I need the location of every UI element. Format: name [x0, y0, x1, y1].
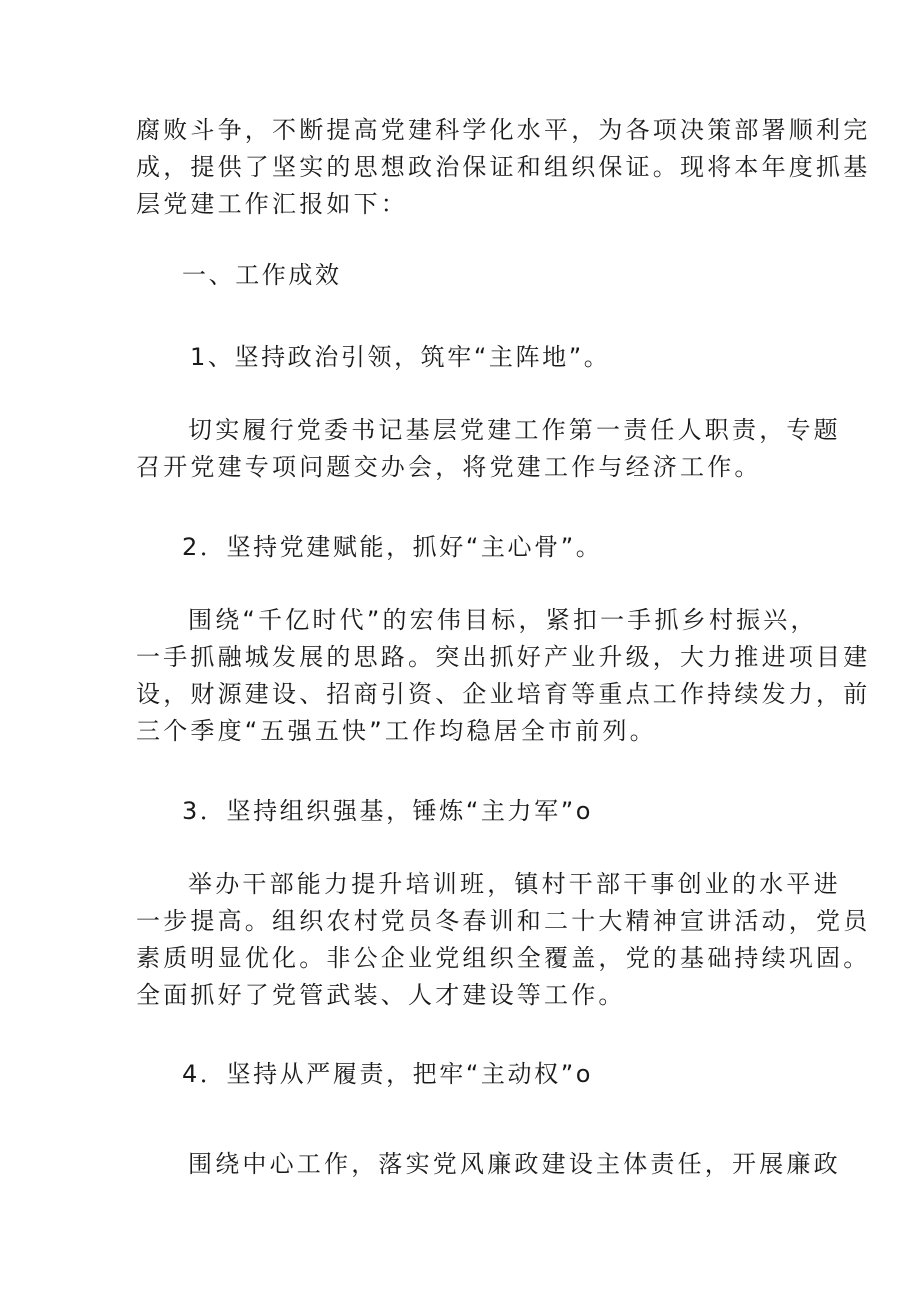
item-body-line: 一手抓融城发展的思路。突出抓好产业升级，大力推进项目建	[136, 643, 871, 671]
intro-line: 成，提供了坚实的思想政治保证和组织保证。现将本年度抓基	[136, 153, 871, 181]
item-body-line: 召开党建专项问题交办会，将党建工作与经济工作。	[136, 453, 762, 481]
intro-line: 腐败斗争，不断提高党建科学化水平，为各项决策部署顺利完	[136, 116, 871, 144]
item-heading: 1、坚持政治引领，筑牢“主阵地”。	[190, 343, 611, 371]
intro-line: 层党建工作汇报如下：	[136, 190, 408, 218]
item-body-line: 切实履行党委书记基层党建工作第一责任人职责，专题	[188, 416, 841, 444]
item-body-line: 素质明显优化。非公企业党组织全覆盖，党的基础持续巩固。	[136, 944, 871, 972]
item-body-line: 围绕中心工作，落实党风廉政建设主体责任，开展廉政	[188, 1150, 841, 1178]
item-body-line: 一步提高。组织农村党员冬春训和二十大精神宣讲活动，党员	[136, 907, 871, 935]
section-heading: 一、工作成效	[182, 261, 342, 289]
item-body-line: 设，财源建设、招商引资、企业培育等重点工作持续发力，前	[136, 680, 871, 708]
item-body-line: 围绕“千亿时代”的宏伟目标，紧扣一手抓乡村振兴，	[188, 606, 818, 634]
item-body-line: 举办干部能力提升培训班，镇村干部干事创业的水平进	[188, 870, 841, 898]
item-body-line: 三个季度“五强五快”工作均稳居全市前列。	[136, 717, 657, 745]
item-body-line: 全面抓好了党管武装、人才建设等工作。	[136, 981, 626, 1009]
item-heading: 4．坚持从严履责，把牢“主动权”o	[182, 1060, 594, 1088]
item-heading: 3．坚持组织强基，锤炼“主力军”o	[182, 797, 594, 825]
item-heading: 2．坚持党建赋能，抓好“主心骨”。	[182, 533, 603, 561]
